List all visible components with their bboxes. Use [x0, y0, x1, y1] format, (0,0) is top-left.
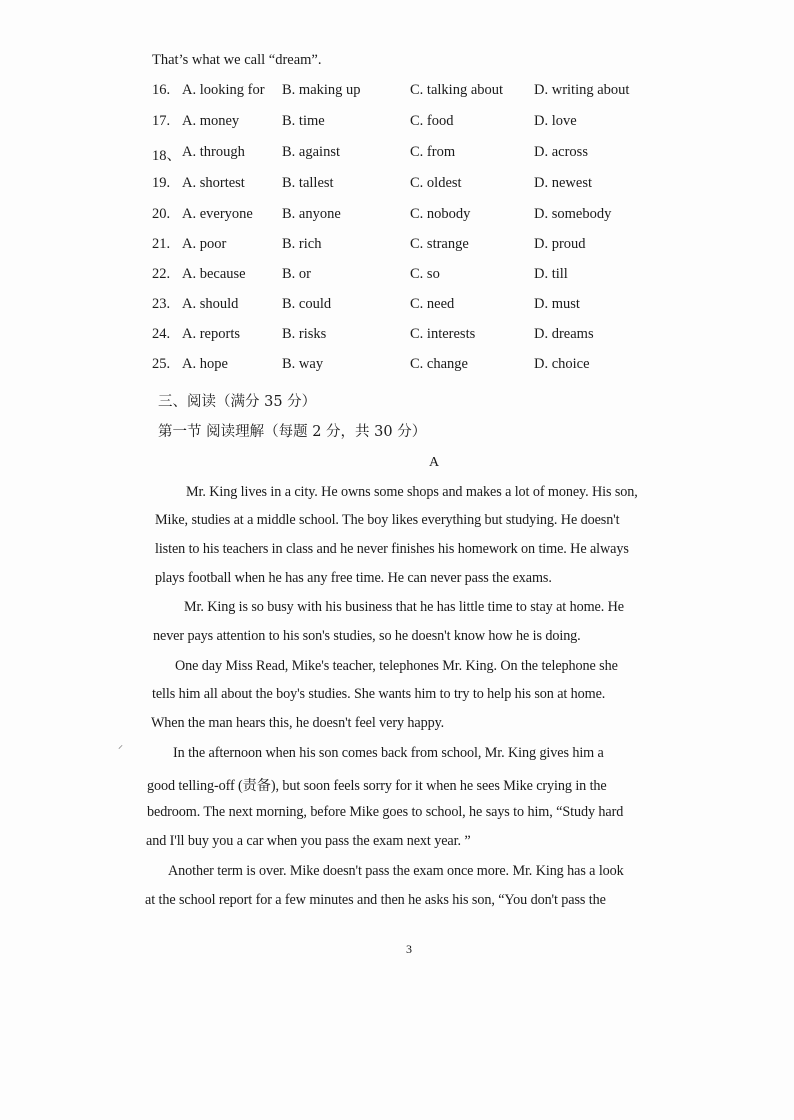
option-a: A. shortest: [182, 175, 245, 191]
passage-line: tells him all about the boy's studies. She wants him to try to help his son at home.: [152, 686, 606, 702]
passage-line: at the school report for a few minutes and then he asks his son, “You don't pass the: [145, 892, 606, 908]
question-number: 23.: [152, 296, 171, 312]
option-a: A. looking for: [182, 82, 265, 98]
option-a: A. because: [182, 266, 246, 282]
option-d: D. proud: [534, 236, 586, 252]
option-b: B. could: [282, 296, 332, 312]
option-d: D. newest: [534, 175, 592, 191]
question-number: 24.: [152, 326, 171, 342]
option-row-22: [152, 266, 712, 288]
question-number: 16.: [152, 82, 171, 98]
option-b: B. tallest: [282, 175, 334, 191]
option-b: B. risks: [282, 326, 327, 342]
question-number: 22.: [152, 266, 171, 282]
passage-line: good telling-off (责备), but soon feels sorry for it when he sees Mike crying in the: [147, 778, 607, 794]
passage-line: In the afternoon when his son comes back from school, Mr. King gives him a: [173, 745, 604, 761]
option-c: C. need: [410, 296, 455, 312]
option-d: D. choice: [534, 356, 590, 372]
passage-line: Another term is over. Mike doesn't pass the exam once more. Mr. King has a look: [168, 863, 624, 879]
option-a: A. hope: [182, 356, 228, 372]
question-number: 21.: [152, 236, 171, 252]
question-number: 18、: [152, 148, 181, 164]
option-c: C. strange: [410, 236, 469, 252]
option-row-20: [152, 206, 712, 228]
option-c: C. so: [410, 266, 440, 282]
option-d: D. somebody: [534, 206, 612, 222]
option-c: C. interests: [410, 326, 476, 342]
scan-mark: ⸝: [118, 740, 123, 751]
option-a: A. poor: [182, 236, 227, 252]
passage-line: Mr. King is so busy with his business that he has little time to stay at home. He: [184, 599, 624, 615]
passage-line: Mike, studies at a middle school. The boy likes everything but studying. He doesn't: [155, 512, 620, 528]
page-number: 3: [406, 942, 412, 956]
option-c: C. oldest: [410, 175, 462, 191]
passage-line: bedroom. The next morning, before Mike goes to school, he says to him, “Study hard: [147, 804, 624, 820]
option-b: B. time: [282, 113, 325, 129]
option-a: A. should: [182, 296, 239, 312]
subsection-title: 第一节 阅读理解（每题 2 分，共 30 分）: [158, 424, 427, 440]
question-number: 19.: [152, 175, 171, 191]
option-d: D. across: [534, 144, 588, 160]
passage-line: Mr. King lives in a city. He owns some shops and makes a lot of money. His son,: [186, 484, 638, 500]
option-c: C. food: [410, 113, 454, 129]
option-row-16: [152, 82, 712, 104]
intro-line: That’s what we call “dream”.: [152, 52, 322, 68]
option-b: B. rich: [282, 236, 322, 252]
option-row-21: [152, 236, 712, 258]
option-row-19: [152, 175, 712, 197]
option-c: C. nobody: [410, 206, 471, 222]
option-a: A. everyone: [182, 206, 253, 222]
passage-line: never pays attention to his son's studies, so he doesn't know how he is doing.: [153, 628, 581, 644]
question-number: 17.: [152, 113, 171, 129]
option-d: D. must: [534, 296, 580, 312]
passage-line: plays football when he has any free time. He can never pass the exams.: [155, 570, 552, 586]
option-d: D. till: [534, 266, 568, 282]
option-c: C. from: [410, 144, 456, 160]
option-a: A. reports: [182, 326, 240, 342]
passage-line: listen to his teachers in class and he never finishes his homework on time. He always: [155, 541, 629, 557]
option-c: C. talking about: [410, 82, 504, 98]
option-a: A. through: [182, 144, 245, 160]
option-row-23: [152, 296, 712, 318]
option-b: B. against: [282, 144, 340, 160]
option-b: B. or: [282, 266, 311, 282]
passage-label: A: [428, 455, 440, 470]
option-d: D. dreams: [534, 326, 594, 342]
option-d: D. love: [534, 113, 577, 129]
option-row-24: [152, 326, 712, 348]
option-row-18: [152, 144, 712, 166]
option-b: B. way: [282, 356, 324, 372]
option-b: B. anyone: [282, 206, 341, 222]
option-row-25: [152, 356, 712, 378]
option-b: B. making up: [282, 82, 361, 98]
section-title: 三、阅读（满分 35 分）: [158, 394, 317, 410]
question-number: 25.: [152, 356, 171, 372]
option-c: C. change: [410, 356, 468, 372]
passage-line: When the man hears this, he doesn't feel very happy.: [151, 715, 445, 731]
option-d: D. writing about: [534, 82, 630, 98]
option-row-17: [152, 113, 712, 135]
option-a: A. money: [182, 113, 240, 129]
passage-line: One day Miss Read, Mike's teacher, telephones Mr. King. On the telephone she: [175, 658, 618, 674]
question-number: 20.: [152, 206, 171, 222]
passage-line: and I'll buy you a car when you pass the exam next year. ”: [146, 833, 471, 849]
